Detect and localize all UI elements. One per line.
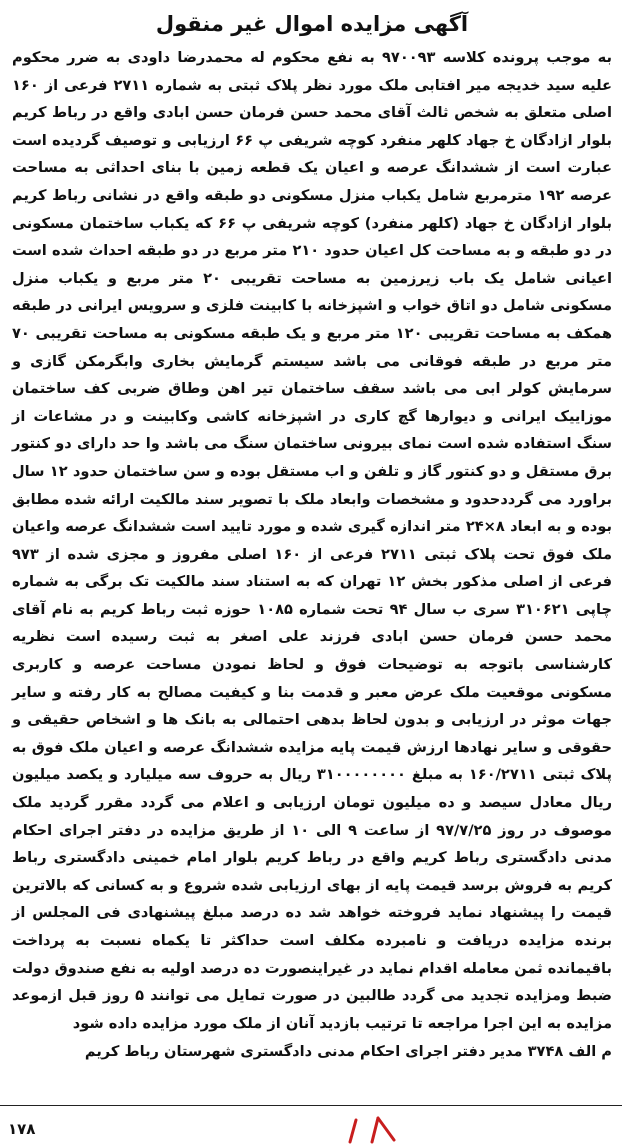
page-number: ۱۷۸ <box>8 1120 36 1138</box>
notice-footer: م الف ۳۷۴۸ مدیر دفتر اجرای احکام مدنی دادگستری شهرستان رباط کریم <box>84 1043 612 1061</box>
notice-body: به موجب پرونده کلاسه ۹۷۰۰۹۳ به نفع محکوم له محمدرضا داودی به ضرر محکوم علیه سید خدیجه میر افتابی ملک مورد نظر پلاک ثبتی به شماره ۲۷۱۱ فرعی از ۱۶۰ اصلی متعلق به شخص ثالث آقای محمد حسن فرمان حسن ابادی واقع در رباط کریم بلوار ازادگان خ جهاد کلهر منفرد کوچه شریفی پ ۶۶ ارزیابی و توصیف گردیده است عبارت است از ششدانگ عرصه و اعیان یک قطعه زمین با بنای احداثی به مساحت عرصه ۱۹۲ مترمربع شامل یکباب منزل مسکونی دو طبقه واقع در نشانی رباط کریم بلوار ازادگان خ جهاد (کلهر منفرد) کوچه شریفی پ ۶۶ که یکباب ساختمان مسکونی در دو طبقه و به مساحت کل اعیان حدود ۲۱۰ متر مربع در دو طبقه احداث شده است اعیانی شامل یک باب زیرزمین به مساحت تقریبی ۲۰ متر مربع و یکباب منزل مسکونی شامل دو اتاق خواب و اشپزخانه با کابینت فلزی و سرویس ایرانی در طبقه همکف به مساحت تقریبی ۱۲۰ متر مربع و یک طبقه مسکونی به مساحت تقریبی ۷۰ متر مربع در طبقه فوقانی می باشد سیستم گرمایش بخاری وابگرمکن گازی و سرمایش کولر ابی می باشد سقف ساختمان تیر اهن وطاق ضربی کف ساختمان موزاییک ایرانی و دیوارها گچ کاری در اشپزخانه کاشی وکابینت و در مشاعات از سنگ استفاده شده است نمای بیرونی ساختمان سنگ می باشد وا حد دارای دو کنتور برق مستقل و دو کنتور گاز و تلفن و اب مستقل بوده و سن ساختمان حدود ۱۲ سال براورد می گرددحدود و مشخصات وابعاد ملک با تصویر سند مالکیت ارائه شده مطابق بوده و به ابعاد ۸×۲۴ متر اندازه گیری شده و مورد تایید است ششدانگ عرصه واعیان ملک فوق تحت پلاک ثبتی ۲۷۱۱ فرعی از ۱۶۰ اصلی مفروز و مجزی شده از ۹۷۳ فرعی از اصلی مذکور بخش ۱۲ تهران که به استناد سند مالکیت تک برگی به شماره چاپی ۳۱۰۶۲۱ سری ب سال ۹۴ تحت شماره ۱۰۸۵ حوزه ثبت رباط کریم به نام آقای محمد حسن فرمان حسن ابادی فرزند علی اصغر به ثبت رسیده است نظریه کارشناسی باتوجه به توضیحات فوق و لحاظ نمودن مساحت عرصه و کاربری مسکونی موقعیت ملک عرض معبر و قدمت بنا و کیفیت مصالح به کار رفته و سایر جهات موثر در ارزیابی و بدون لحاظ بدهی احتمالی به بانک ها و اشخاص حقیقی و حقوقی و سایر نهادها ارزش قیمت پایه مزایده ششدانگ عرصه و اعیان ملک فوق به پلاک ثبتی ۱۶۰/۲۷۱۱ به مبلغ ۳۱۰۰۰۰۰۰۰۰ ریال به حروف سه میلیارد و یکصد میلیون ریال معادل سیصد و ده میلیون تومان ارزیابی و اعلام می گردد مقرر گردید ملک موصوف در روز ۹۷/۷/۲۵ از ساعت ۹ الی ۱۰ از طریق مزایده در دفتر اجرای احکام مدنی دادگستری رباط کریم واقع در رباط کریم بلوار امام خمینی دادگستری رباط کریم به فروش برسد قیمت پایه از بهای ارزیابی شده شروع و به کسانی که بالاترین قیمت را پیشنهاد نماید فروخته خواهد شد ده درصد مبلغ پیشنهادی فی المجلس از برنده مزایده دریافت و نامبرده مکلف است حداکثر تا یکماه نسبت به پرداخت باقیمانده ثمن معامله اقدام نماید در غیراینصورت ده درصد اولیه به نفع صندوق دولت ضبط ومزایده تجدید می گردد طالبین در صورت تمایل می توانند ۵ روز قبل ازموعد مزایده به این اجرا مراجعه تا ترتیب بازدید آنان از ملک مورد مزایده داده شود <box>12 49 613 1032</box>
page-bottom-strip <box>0 1105 622 1144</box>
red-ink-mark-icon <box>342 1114 412 1144</box>
notice-title: آگهی مزایده اموال غیر منقول <box>155 12 469 36</box>
